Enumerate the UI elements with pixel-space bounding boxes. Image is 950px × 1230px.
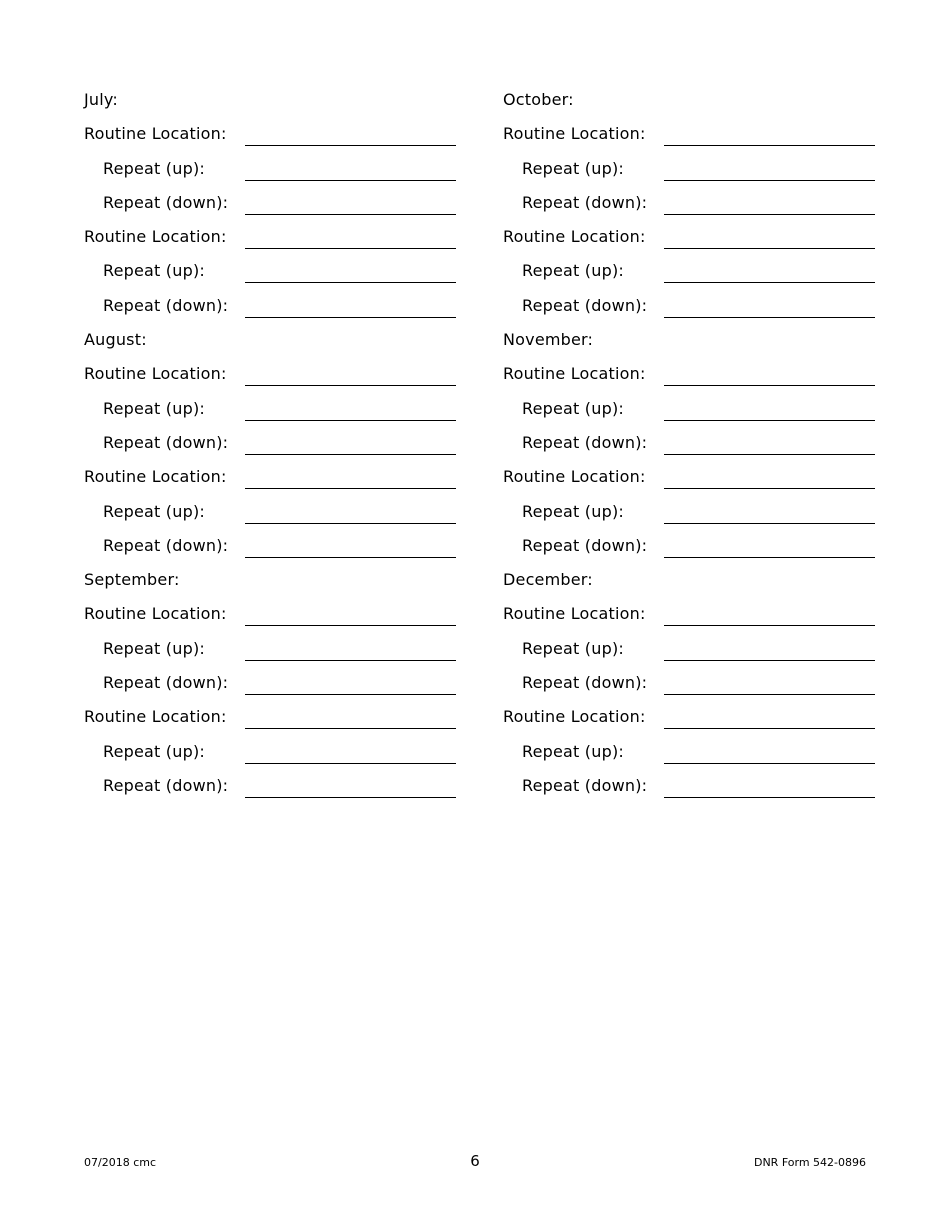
- repeat-down-label: Repeat (down):: [522, 535, 648, 555]
- repeat-up-label: Repeat (up):: [522, 638, 624, 658]
- repeat-down-input-line[interactable]: [664, 797, 875, 798]
- routine-location-input-line[interactable]: [664, 625, 875, 626]
- repeat-up-row: [503, 155, 875, 189]
- repeat-up-label: Repeat (up):: [522, 261, 624, 281]
- repeat-up-row: [503, 257, 875, 291]
- repeat-up-input-line[interactable]: [664, 523, 875, 524]
- form-column-right: [503, 86, 875, 806]
- month-heading: September:: [84, 570, 180, 590]
- repeat-down-row: [503, 292, 875, 326]
- repeat-up-input-line[interactable]: [245, 180, 456, 181]
- routine-location-row: [84, 463, 456, 497]
- repeat-up-label: Repeat (up):: [103, 741, 205, 761]
- routine-location-input-line[interactable]: [245, 625, 456, 626]
- repeat-down-label: Repeat (down):: [522, 775, 648, 795]
- repeat-up-input-line[interactable]: [664, 660, 875, 661]
- repeat-down-input-line[interactable]: [664, 214, 875, 215]
- repeat-up-row: [84, 498, 456, 532]
- routine-location-row: [503, 463, 875, 497]
- repeat-down-label: Repeat (down):: [103, 295, 229, 315]
- repeat-up-row: [503, 498, 875, 532]
- repeat-up-input-line[interactable]: [664, 180, 875, 181]
- repeat-down-label: Repeat (down):: [522, 673, 648, 693]
- routine-location-row: [503, 223, 875, 257]
- routine-location-input-line[interactable]: [664, 248, 875, 249]
- routine-location-input-line[interactable]: [245, 488, 456, 489]
- repeat-down-input-line[interactable]: [245, 797, 456, 798]
- repeat-up-input-line[interactable]: [664, 763, 875, 764]
- page-number: 6: [470, 1152, 480, 1170]
- repeat-up-input-line[interactable]: [245, 523, 456, 524]
- routine-location-label: Routine Location:: [84, 707, 227, 727]
- repeat-down-label: Repeat (down):: [522, 192, 648, 212]
- repeat-up-input-line[interactable]: [245, 660, 456, 661]
- repeat-down-label: Repeat (down):: [103, 192, 229, 212]
- footer-form-number: DNR Form 542-0896: [753, 1156, 866, 1169]
- routine-location-row: [503, 360, 875, 394]
- routine-location-input-line[interactable]: [245, 145, 456, 146]
- repeat-down-row: [503, 669, 875, 703]
- repeat-up-row: [503, 635, 875, 669]
- repeat-down-row: [503, 189, 875, 223]
- repeat-down-input-line[interactable]: [245, 694, 456, 695]
- repeat-down-label: Repeat (down):: [522, 295, 648, 315]
- repeat-down-input-line[interactable]: [664, 454, 875, 455]
- repeat-down-label: Repeat (down):: [103, 432, 229, 452]
- routine-location-label: Routine Location:: [503, 604, 646, 624]
- repeat-up-input-line[interactable]: [664, 282, 875, 283]
- routine-location-input-line[interactable]: [664, 145, 875, 146]
- routine-location-row: [84, 703, 456, 737]
- month-heading: November:: [503, 330, 594, 350]
- repeat-up-row: [84, 257, 456, 291]
- routine-location-label: Routine Location:: [503, 227, 646, 247]
- routine-location-input-line[interactable]: [664, 488, 875, 489]
- routine-location-row: [84, 120, 456, 154]
- repeat-down-input-line[interactable]: [245, 317, 456, 318]
- routine-location-label: Routine Location:: [84, 227, 227, 247]
- repeat-up-input-line[interactable]: [245, 282, 456, 283]
- repeat-up-label: Repeat (up):: [522, 398, 624, 418]
- repeat-down-input-line[interactable]: [664, 557, 875, 558]
- repeat-up-row: [84, 738, 456, 772]
- month-heading: July:: [84, 90, 118, 109]
- month-heading: December:: [503, 570, 593, 590]
- repeat-down-row: [84, 772, 456, 806]
- repeat-down-input-line[interactable]: [245, 454, 456, 455]
- routine-location-row: [84, 360, 456, 394]
- repeat-down-row: [503, 772, 875, 806]
- footer-revision-date: 07/2018 cmc: [84, 1156, 157, 1169]
- repeat-down-row: [503, 532, 875, 566]
- routine-location-input-line[interactable]: [664, 728, 875, 729]
- routine-location-label: Routine Location:: [503, 467, 646, 487]
- repeat-up-row: [84, 155, 456, 189]
- repeat-down-input-line[interactable]: [245, 214, 456, 215]
- repeat-up-label: Repeat (up):: [522, 158, 624, 178]
- repeat-down-row: [84, 292, 456, 326]
- routine-location-label: Routine Location:: [84, 467, 227, 487]
- repeat-up-label: Repeat (up):: [103, 501, 205, 521]
- repeat-down-row: [84, 429, 456, 463]
- repeat-up-row: [84, 635, 456, 669]
- repeat-down-input-line[interactable]: [664, 317, 875, 318]
- repeat-down-row: [84, 189, 456, 223]
- form-column-left: [84, 86, 456, 806]
- routine-location-row: [84, 223, 456, 257]
- routine-location-input-line[interactable]: [245, 728, 456, 729]
- routine-location-label: Routine Location:: [84, 604, 227, 624]
- repeat-down-row: [84, 532, 456, 566]
- month-heading: October:: [503, 90, 574, 109]
- repeat-up-label: Repeat (up):: [522, 741, 624, 761]
- repeat-down-input-line[interactable]: [664, 694, 875, 695]
- routine-location-row: [503, 703, 875, 737]
- routine-location-input-line[interactable]: [664, 385, 875, 386]
- routine-location-row: [503, 600, 875, 634]
- repeat-up-input-line[interactable]: [245, 763, 456, 764]
- repeat-up-label: Repeat (up):: [103, 398, 205, 418]
- repeat-down-label: Repeat (down):: [103, 535, 229, 555]
- repeat-up-row: [503, 395, 875, 429]
- repeat-down-label: Repeat (down):: [522, 432, 648, 452]
- routine-location-input-line[interactable]: [245, 385, 456, 386]
- repeat-up-label: Repeat (up):: [103, 261, 205, 281]
- month-heading: August:: [84, 330, 147, 350]
- repeat-up-label: Repeat (up):: [522, 501, 624, 521]
- routine-location-label: Routine Location:: [84, 364, 227, 384]
- routine-location-row: [84, 600, 456, 634]
- repeat-down-label: Repeat (down):: [103, 673, 229, 693]
- routine-location-input-line[interactable]: [245, 248, 456, 249]
- routine-location-label: Routine Location:: [503, 364, 646, 384]
- repeat-down-label: Repeat (down):: [103, 775, 229, 795]
- repeat-down-row: [84, 669, 456, 703]
- routine-location-label: Routine Location:: [84, 124, 227, 144]
- routine-location-row: [503, 120, 875, 154]
- repeat-up-input-line[interactable]: [664, 420, 875, 421]
- repeat-up-row: [503, 738, 875, 772]
- routine-location-label: Routine Location:: [503, 707, 646, 727]
- repeat-down-row: [503, 429, 875, 463]
- routine-location-label: Routine Location:: [503, 124, 646, 144]
- repeat-up-label: Repeat (up):: [103, 158, 205, 178]
- repeat-up-label: Repeat (up):: [103, 638, 205, 658]
- repeat-down-input-line[interactable]: [245, 557, 456, 558]
- repeat-up-row: [84, 395, 456, 429]
- repeat-up-input-line[interactable]: [245, 420, 456, 421]
